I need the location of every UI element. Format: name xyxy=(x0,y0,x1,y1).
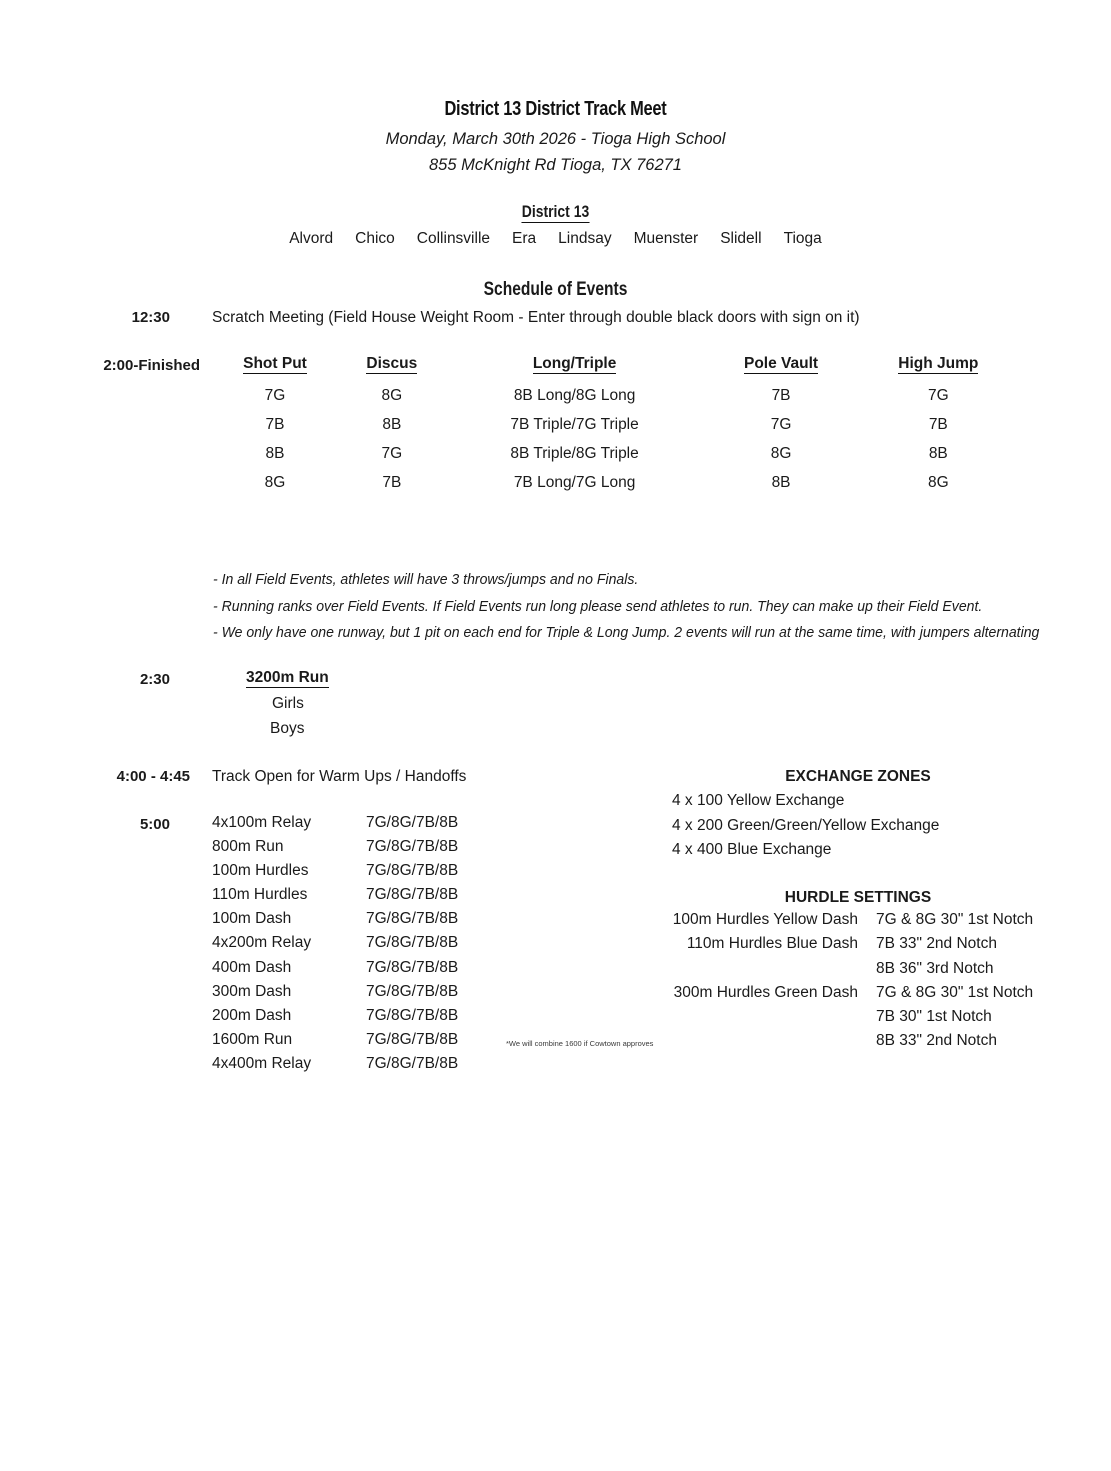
event-divisions: 7G/8G/7B/8B xyxy=(366,838,459,856)
cell: 8G xyxy=(770,444,792,462)
hurdle-race-label xyxy=(620,1032,876,1056)
hurdle-setting-value: 8B 36" 3rd Notch xyxy=(876,959,994,977)
hurdle-setting-value: 8B 33" 2nd Notch xyxy=(876,1032,997,1050)
cell: 8B xyxy=(771,473,791,491)
school-name: Era xyxy=(512,230,537,247)
cell: 7G xyxy=(927,386,949,404)
running-event-row xyxy=(212,910,486,934)
school-name: Tioga xyxy=(783,230,822,247)
exchange-zones-heading: EXCHANGE ZONES xyxy=(785,768,931,785)
cell: 8B xyxy=(928,444,948,462)
cell: 7B xyxy=(265,415,285,433)
school-name: Muenster xyxy=(633,230,699,247)
hurdle-race-label: 110m Hurdles Blue Dash xyxy=(686,935,858,953)
event-divisions: 7G/8G/7B/8B xyxy=(366,910,459,928)
cell: 7G xyxy=(264,386,286,404)
school-name: Alvord xyxy=(289,230,334,247)
cell: 8B xyxy=(265,444,285,462)
hurdle-race-label xyxy=(620,960,876,984)
exchange-zone-item: 4 x 200 Green/Green/Yellow Exchange xyxy=(672,816,940,834)
event-name: 100m Dash xyxy=(212,910,292,928)
run-3200-title-label: 3200m Run xyxy=(246,669,329,686)
hurdle-settings-heading: HURDLE SETTINGS xyxy=(784,889,932,906)
note-item: - Running ranks over Field Events. If Field Events run long please send athletes to run. They can make up their Field Event. xyxy=(213,598,983,615)
event-name: 4x200m Relay xyxy=(212,934,312,952)
cell: 7B xyxy=(928,415,948,433)
hurdle-settings-table xyxy=(620,911,1033,1057)
field-events-time: 2:00-Finished xyxy=(103,357,200,374)
event-divisions: 7G/8G/7B/8B xyxy=(366,958,459,976)
running-events-list xyxy=(212,814,486,1079)
hurdle-race-label: 300m Hurdles Green Dash xyxy=(673,983,858,1001)
note-item: - In all Field Events, athletes will have 3 throws/jumps and no Finals. xyxy=(213,572,639,588)
cell: 7B Long/7G Long xyxy=(513,473,636,491)
table-header-row xyxy=(210,355,1020,381)
cell: 7G xyxy=(770,415,792,433)
schedule-heading: Schedule of Events xyxy=(483,279,628,300)
field-events-table xyxy=(210,355,1020,497)
table-row xyxy=(210,468,1020,497)
table-row xyxy=(620,960,1033,984)
warmups-text: Track Open for Warm Ups / Handoffs xyxy=(212,768,467,785)
running-events-time: 5:00 xyxy=(139,816,170,833)
event-name: 300m Dash xyxy=(212,982,292,1000)
run-3200-boys: Boys xyxy=(270,720,305,737)
table-row xyxy=(620,935,1033,959)
event-divisions: 7G/8G/7B/8B xyxy=(366,934,459,952)
hurdle-setting-value: 7G & 8G 30" 1st Notch xyxy=(876,983,1034,1001)
cell: 7B xyxy=(382,473,402,491)
hurdle-race-label xyxy=(620,1008,876,1032)
cell: 8B Long/8G Long xyxy=(513,386,636,404)
cell: 8G xyxy=(381,386,403,404)
scratch-meeting-text: Scratch Meeting (Field House Weight Room - Enter through double black doors with sign on it) xyxy=(212,309,860,326)
running-event-row xyxy=(212,886,486,910)
cell: 8G xyxy=(927,473,949,491)
running-event-row xyxy=(212,934,486,958)
school-name: Chico xyxy=(355,230,395,247)
event-name: 4x100m Relay xyxy=(212,814,312,831)
running-event-row xyxy=(212,1055,486,1079)
run-3200-title xyxy=(246,669,329,687)
cell: 8G xyxy=(264,473,286,491)
table-row xyxy=(210,410,1020,439)
exchange-zone-item: 4 x 400 Blue Exchange xyxy=(672,841,832,858)
running-event-row xyxy=(212,983,486,1007)
event-divisions: 7G/8G/7B/8B xyxy=(366,814,459,831)
column-header-high-jump: High Jump xyxy=(898,355,979,372)
column-header-long-triple: Long/Triple xyxy=(532,355,617,372)
cell: 7G xyxy=(381,444,403,462)
field-event-notes xyxy=(213,573,1043,653)
table-row xyxy=(620,1032,1033,1056)
run-3200-girls: Girls xyxy=(272,695,304,712)
note-item: - We only have one runway, but 1 pit on each end for Triple & Long Jump. 2 events will run at the same time, with jumpers alternating xyxy=(213,625,1040,641)
run-3200-time: 2:30 xyxy=(139,671,170,688)
table-row xyxy=(620,911,1033,935)
event-name: 100m Hurdles xyxy=(212,862,309,880)
hurdle-setting-value: 7G & 8G 30" 1st Notch xyxy=(876,911,1034,928)
school-name: Collinsville xyxy=(416,230,491,247)
meet-address: 855 McKnight Rd Tioga, TX 76271 xyxy=(428,156,682,174)
warmups-time: 4:00 - 4:45 xyxy=(116,768,190,785)
table-row xyxy=(210,439,1020,468)
running-event-row xyxy=(212,1031,486,1055)
table-row xyxy=(620,984,1033,1008)
district-heading-label: District 13 xyxy=(521,202,590,221)
hurdle-setting-value: 7B 33" 2nd Notch xyxy=(876,935,997,953)
running-event-row xyxy=(212,838,486,862)
running-event-row xyxy=(212,959,486,983)
event-name: 400m Dash xyxy=(212,958,292,976)
column-header-discus: Discus xyxy=(366,355,418,372)
event-name: 1600m Run xyxy=(212,1030,293,1048)
event-name: 4x400m Relay xyxy=(212,1054,312,1072)
meet-date-venue: Monday, March 30th 2026 - Tioga High School xyxy=(385,130,726,148)
event-name: 800m Run xyxy=(212,838,284,856)
column-header-pole-vault: Pole Vault xyxy=(744,355,819,372)
school-list xyxy=(0,230,1111,248)
exchange-zones-list xyxy=(672,792,939,866)
event-divisions: 7G/8G/7B/8B xyxy=(366,1006,459,1024)
hurdle-race-label: 100m Hurdles Yellow Dash xyxy=(672,911,858,928)
hurdle-setting-value: 7B 30" 1st Notch xyxy=(876,1008,992,1026)
cell: 8B xyxy=(382,415,402,433)
table-row xyxy=(210,381,1020,410)
event-divisions: 7G/8G/7B/8B xyxy=(366,982,459,1000)
event-divisions: 7G/8G/7B/8B xyxy=(366,862,459,880)
running-event-row xyxy=(212,814,486,838)
event-divisions: 7G/8G/7B/8B xyxy=(366,886,459,904)
page-title: District 13 District Track Meet xyxy=(444,98,667,120)
school-name: Slidell xyxy=(720,230,762,247)
exchange-zone-item: 4 x 100 Yellow Exchange xyxy=(672,792,845,809)
scratch-meeting-time: 12:30 xyxy=(131,309,170,326)
cell: 8B Triple/8G Triple xyxy=(510,444,639,462)
event-name: 200m Dash xyxy=(212,1006,292,1024)
school-name: Lindsay xyxy=(558,230,612,247)
running-event-row xyxy=(212,1007,486,1031)
running-event-row xyxy=(212,862,486,886)
cowtown-footnote: *We will combine 1600 if Cowtown approves xyxy=(506,1039,654,1048)
column-header-shot-put: Shot Put xyxy=(243,355,307,372)
cell: 7B xyxy=(771,386,791,404)
table-row xyxy=(620,1008,1033,1032)
event-name: 110m Hurdles xyxy=(212,886,308,904)
event-divisions: 7G/8G/7B/8B xyxy=(366,1054,459,1072)
district-heading xyxy=(100,202,1011,222)
event-divisions: 7G/8G/7B/8B xyxy=(366,1030,459,1048)
cell: 7B Triple/7G Triple xyxy=(510,415,639,433)
